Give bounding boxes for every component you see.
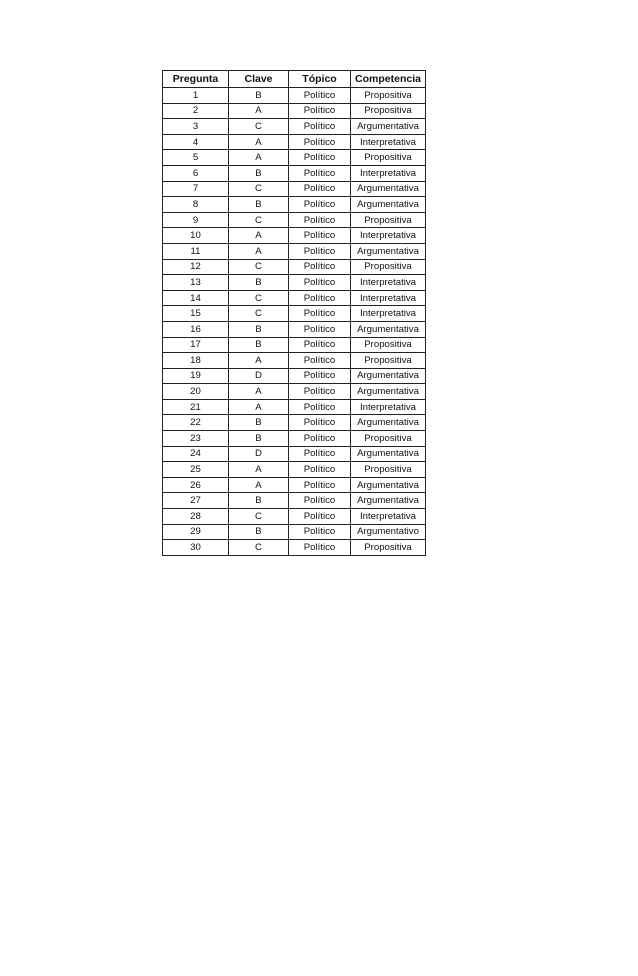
cell-pregunta: 9	[163, 212, 229, 228]
cell-topico: Político	[289, 431, 351, 447]
cell-pregunta: 3	[163, 119, 229, 135]
cell-competencia: Argumentativa	[351, 415, 426, 431]
cell-clave: D	[229, 368, 289, 384]
cell-topico: Político	[289, 462, 351, 478]
cell-pregunta: 27	[163, 493, 229, 509]
table-row	[163, 321, 426, 337]
cell-topico: Político	[289, 150, 351, 166]
cell-competencia: Interpretativa	[351, 275, 426, 291]
cell-pregunta: 19	[163, 368, 229, 384]
cell-clave: C	[229, 119, 289, 135]
cell-clave: A	[229, 228, 289, 244]
table-row	[163, 212, 426, 228]
header-topico: Tópico	[289, 71, 351, 88]
table-row	[163, 524, 426, 540]
cell-pregunta: 15	[163, 306, 229, 322]
table-row	[163, 103, 426, 119]
cell-topico: Político	[289, 134, 351, 150]
cell-clave: B	[229, 337, 289, 353]
cell-competencia: Interpretativa	[351, 165, 426, 181]
cell-clave: A	[229, 150, 289, 166]
cell-competencia: Argumentativa	[351, 181, 426, 197]
cell-topico: Político	[289, 384, 351, 400]
cell-pregunta: 7	[163, 181, 229, 197]
cell-competencia: Propositiva	[351, 540, 426, 556]
table-row	[163, 431, 426, 447]
table-row	[163, 134, 426, 150]
cell-topico: Político	[289, 228, 351, 244]
cell-clave: A	[229, 134, 289, 150]
cell-clave: C	[229, 540, 289, 556]
cell-competencia: Propositiva	[351, 259, 426, 275]
cell-topico: Político	[289, 399, 351, 415]
table-row	[163, 540, 426, 556]
cell-pregunta: 4	[163, 134, 229, 150]
table-row	[163, 509, 426, 525]
cell-competencia: Argumentativa	[351, 493, 426, 509]
cell-competencia: Argumentativa	[351, 384, 426, 400]
cell-topico: Político	[289, 540, 351, 556]
cell-competencia: Propositiva	[351, 103, 426, 119]
table-row	[163, 399, 426, 415]
cell-clave: B	[229, 524, 289, 540]
cell-pregunta: 11	[163, 243, 229, 259]
cell-topico: Político	[289, 368, 351, 384]
table-row	[163, 306, 426, 322]
table-row	[163, 228, 426, 244]
cell-clave: B	[229, 88, 289, 104]
cell-clave: B	[229, 275, 289, 291]
cell-competencia: Argumentativo	[351, 524, 426, 540]
cell-competencia: Propositiva	[351, 353, 426, 369]
cell-pregunta: 10	[163, 228, 229, 244]
cell-pregunta: 24	[163, 446, 229, 462]
cell-competencia: Argumentativa	[351, 446, 426, 462]
cell-clave: D	[229, 446, 289, 462]
cell-pregunta: 14	[163, 290, 229, 306]
cell-topico: Político	[289, 509, 351, 525]
cell-topico: Político	[289, 212, 351, 228]
cell-pregunta: 2	[163, 103, 229, 119]
table-row	[163, 384, 426, 400]
cell-competencia: Propositiva	[351, 462, 426, 478]
cell-topico: Político	[289, 306, 351, 322]
cell-clave: C	[229, 259, 289, 275]
cell-topico: Político	[289, 353, 351, 369]
cell-clave: A	[229, 399, 289, 415]
cell-pregunta: 29	[163, 524, 229, 540]
cell-clave: B	[229, 197, 289, 213]
cell-pregunta: 20	[163, 384, 229, 400]
cell-pregunta: 1	[163, 88, 229, 104]
header-row	[163, 71, 426, 88]
cell-competencia: Argumentativa	[351, 368, 426, 384]
cell-clave: C	[229, 290, 289, 306]
cell-topico: Político	[289, 165, 351, 181]
table-row	[163, 275, 426, 291]
cell-competencia: Argumentativa	[351, 321, 426, 337]
cell-clave: B	[229, 431, 289, 447]
cell-pregunta: 22	[163, 415, 229, 431]
cell-competencia: Propositiva	[351, 150, 426, 166]
header-clave: Clave	[229, 71, 289, 88]
cell-topico: Político	[289, 181, 351, 197]
table-row	[163, 290, 426, 306]
cell-pregunta: 23	[163, 431, 229, 447]
cell-topico: Político	[289, 197, 351, 213]
table-row	[163, 353, 426, 369]
table-row	[163, 150, 426, 166]
cell-pregunta: 12	[163, 259, 229, 275]
cell-competencia: Propositiva	[351, 431, 426, 447]
cell-competencia: Interpretativa	[351, 306, 426, 322]
cell-competencia: Argumentativa	[351, 477, 426, 493]
cell-pregunta: 13	[163, 275, 229, 291]
cell-topico: Político	[289, 103, 351, 119]
cell-pregunta: 26	[163, 477, 229, 493]
cell-topico: Político	[289, 243, 351, 259]
cell-competencia: Interpretativa	[351, 228, 426, 244]
answer-key-table	[162, 70, 426, 556]
cell-topico: Político	[289, 446, 351, 462]
cell-clave: C	[229, 212, 289, 228]
cell-pregunta: 25	[163, 462, 229, 478]
cell-topico: Político	[289, 337, 351, 353]
cell-clave: C	[229, 509, 289, 525]
cell-topico: Político	[289, 477, 351, 493]
cell-competencia: Propositiva	[351, 212, 426, 228]
table-row	[163, 462, 426, 478]
cell-pregunta: 30	[163, 540, 229, 556]
cell-topico: Político	[289, 275, 351, 291]
cell-clave: A	[229, 477, 289, 493]
cell-clave: A	[229, 243, 289, 259]
cell-competencia: Interpretativa	[351, 290, 426, 306]
cell-competencia: Interpretativa	[351, 399, 426, 415]
table-row	[163, 477, 426, 493]
cell-competencia: Argumentativa	[351, 197, 426, 213]
cell-pregunta: 16	[163, 321, 229, 337]
table-row	[163, 259, 426, 275]
cell-pregunta: 17	[163, 337, 229, 353]
cell-topico: Político	[289, 321, 351, 337]
cell-clave: B	[229, 415, 289, 431]
header-pregunta: Pregunta	[163, 71, 229, 88]
table-row	[163, 368, 426, 384]
table-row	[163, 446, 426, 462]
cell-competencia: Interpretativa	[351, 509, 426, 525]
cell-competencia: Propositiva	[351, 88, 426, 104]
table-row	[163, 165, 426, 181]
cell-clave: A	[229, 462, 289, 478]
header-competencia: Competencia	[351, 71, 426, 88]
table-row	[163, 243, 426, 259]
cell-topico: Político	[289, 493, 351, 509]
cell-clave: C	[229, 181, 289, 197]
cell-pregunta: 8	[163, 197, 229, 213]
cell-competencia: Interpretativa	[351, 134, 426, 150]
cell-pregunta: 18	[163, 353, 229, 369]
cell-pregunta: 6	[163, 165, 229, 181]
table-row	[163, 88, 426, 104]
cell-topico: Político	[289, 119, 351, 135]
cell-clave: A	[229, 384, 289, 400]
table-row	[163, 197, 426, 213]
cell-clave: A	[229, 353, 289, 369]
cell-pregunta: 5	[163, 150, 229, 166]
cell-topico: Político	[289, 88, 351, 104]
cell-competencia: Argumentativa	[351, 119, 426, 135]
table-row	[163, 415, 426, 431]
cell-pregunta: 21	[163, 399, 229, 415]
cell-competencia: Propositiva	[351, 337, 426, 353]
cell-pregunta: 28	[163, 509, 229, 525]
cell-clave: C	[229, 306, 289, 322]
table-row	[163, 337, 426, 353]
table-row	[163, 181, 426, 197]
cell-topico: Político	[289, 415, 351, 431]
table-body	[163, 88, 426, 556]
cell-topico: Político	[289, 524, 351, 540]
cell-competencia: Argumentativa	[351, 243, 426, 259]
table-row	[163, 493, 426, 509]
cell-topico: Político	[289, 259, 351, 275]
cell-clave: B	[229, 165, 289, 181]
cell-clave: B	[229, 321, 289, 337]
cell-clave: A	[229, 103, 289, 119]
cell-topico: Político	[289, 290, 351, 306]
cell-clave: B	[229, 493, 289, 509]
table-row	[163, 119, 426, 135]
